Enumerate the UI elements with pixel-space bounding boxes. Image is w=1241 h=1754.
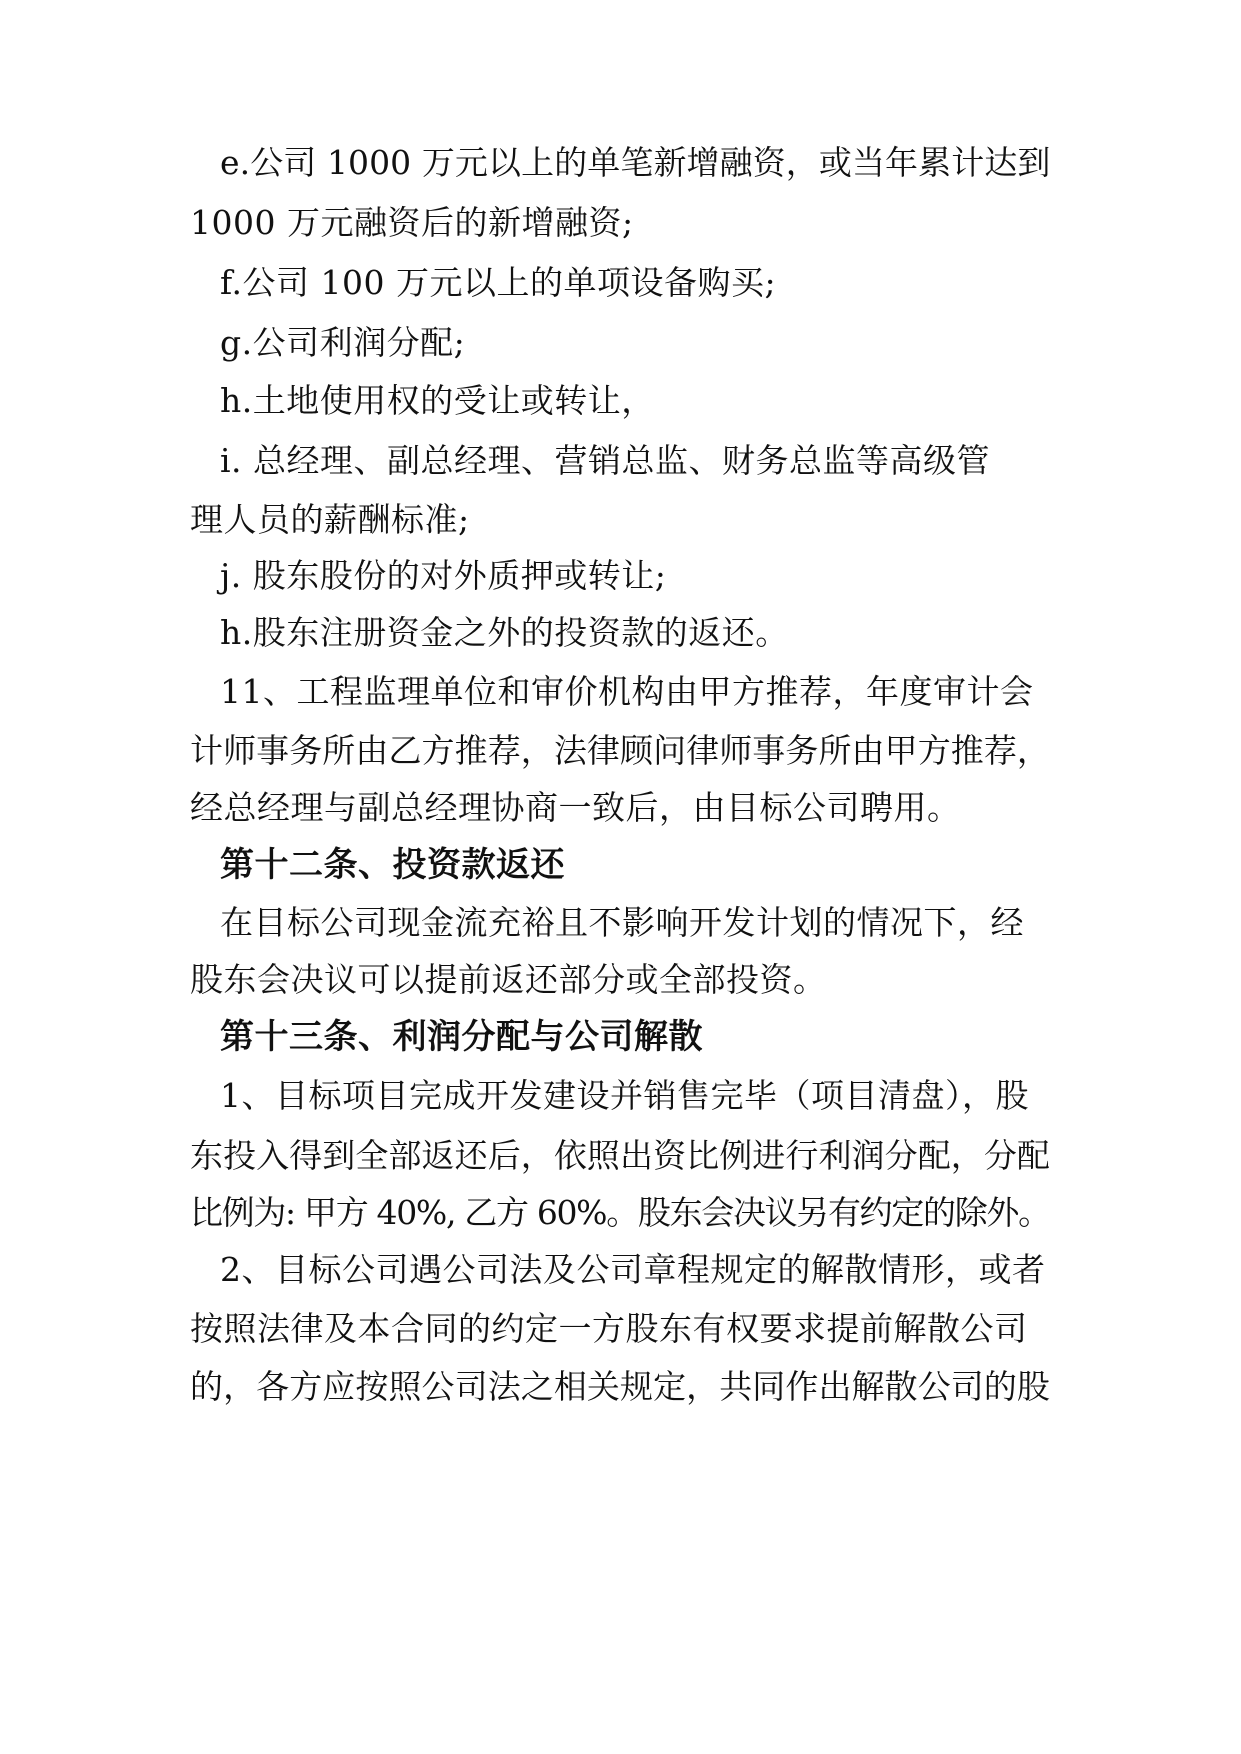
clause-e-line-1: e.公司 1000 万元以上的单笔新增融资，或当年累计达到 xyxy=(220,143,1051,182)
clause-g: g.公司利润分配; xyxy=(220,323,466,362)
clause-e-line-2: 1000 万元融资后的新增融资; xyxy=(190,203,634,242)
article-13-item-1-line-1: 1、目标项目完成开发建设并销售完毕（项目清盘），股 xyxy=(220,1076,1029,1115)
clause-h-return: h.股东注册资金之外的投资款的返还。 xyxy=(220,613,789,652)
article-13-item-1-line-2: 东投入得到全部返还后，依照出资比例进行利润分配，分配 xyxy=(190,1136,1050,1175)
clause-j: j. 股东股份的对外质押或转让; xyxy=(220,556,667,595)
article-13-item-2-line-2: 按照法律及本合同的约定一方股东有权要求提前解散公司 xyxy=(190,1309,1028,1348)
article-12-line-1: 在目标公司现金流充裕且不影响开发计划的情况下，经 xyxy=(220,903,1024,942)
article-12-heading: 第十二条、投资款返还 xyxy=(220,845,565,885)
clause-i-line-1: i. 总经理、副总经理、营销总监、财务总监等高级管 xyxy=(220,441,991,480)
article-13-heading: 第十三条、利润分配与公司解散 xyxy=(220,1017,703,1057)
clause-i-line-2: 理人员的薪酬标准; xyxy=(190,500,470,539)
item-11-line-1: 11、工程监理单位和审价机构由甲方推荐，年度审计会 xyxy=(220,672,1034,711)
clause-f: f.公司 100 万元以上的单项设备购买; xyxy=(220,263,777,302)
article-12-line-2: 股东会决议可以提前返还部分或全部投资。 xyxy=(190,960,827,999)
item-11-line-2: 计师事务所由乙方推荐，法律顾问律师事务所由甲方推荐， xyxy=(190,731,1050,770)
clause-h-land: h.土地使用权的受让或转让， xyxy=(220,381,655,420)
article-13-item-2-line-3: 的，各方应按照公司法之相关规定，共同作出解散公司的股 xyxy=(190,1367,1050,1406)
item-11-line-3: 经总经理与副总经理协商一致后，由目标公司聘用。 xyxy=(190,788,961,827)
article-13-item-1-line-3: 比例为: 甲方 40%, 乙方 60%。股东会决议另有约定的除外。 xyxy=(190,1193,1050,1232)
article-13-item-2-line-1: 2、目标公司遇公司法及公司章程规定的解散情形，或者 xyxy=(220,1250,1046,1289)
